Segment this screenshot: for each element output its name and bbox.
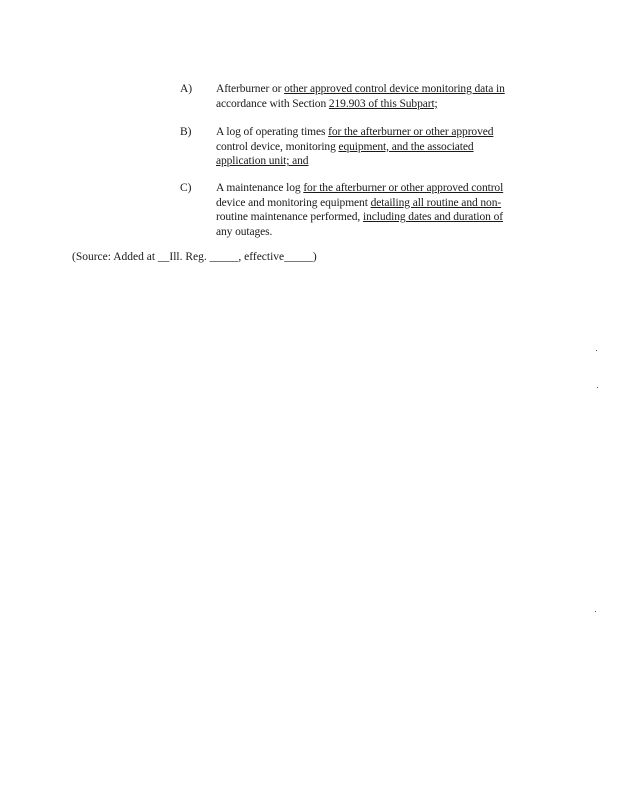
text-line: control device, monitoring equipment, and the associated [216, 140, 474, 153]
item-text-a [216, 82, 530, 111]
item-text-c [216, 181, 530, 239]
item-label-b: B) [180, 126, 192, 138]
item-label-c: C) [180, 182, 192, 194]
item-text-b [216, 125, 530, 169]
text-line: device and monitoring equipment detailing all routine and non- [216, 196, 502, 209]
text-line: Afterburner or other approved control device monitoring data in [216, 83, 505, 95]
text-line: accordance with Section 219.903 of this Subpart; [216, 97, 438, 110]
scan-speck [596, 350, 597, 351]
text-line: any outages. [216, 225, 273, 238]
source-note: (Source: Added at __Ill. Reg. _____, effective_____) [72, 251, 317, 263]
item-label-a: A) [180, 83, 193, 95]
scan-speck [595, 611, 596, 612]
text-line: application unit; and [216, 155, 309, 168]
text-line: routine maintenance performed, including dates and duration of [216, 211, 503, 224]
scan-speck [597, 387, 598, 388]
text-line: A log of operating times for the afterburner or other approved [216, 126, 494, 138]
text-line: A maintenance log for the afterburner or other approved control [216, 182, 504, 194]
